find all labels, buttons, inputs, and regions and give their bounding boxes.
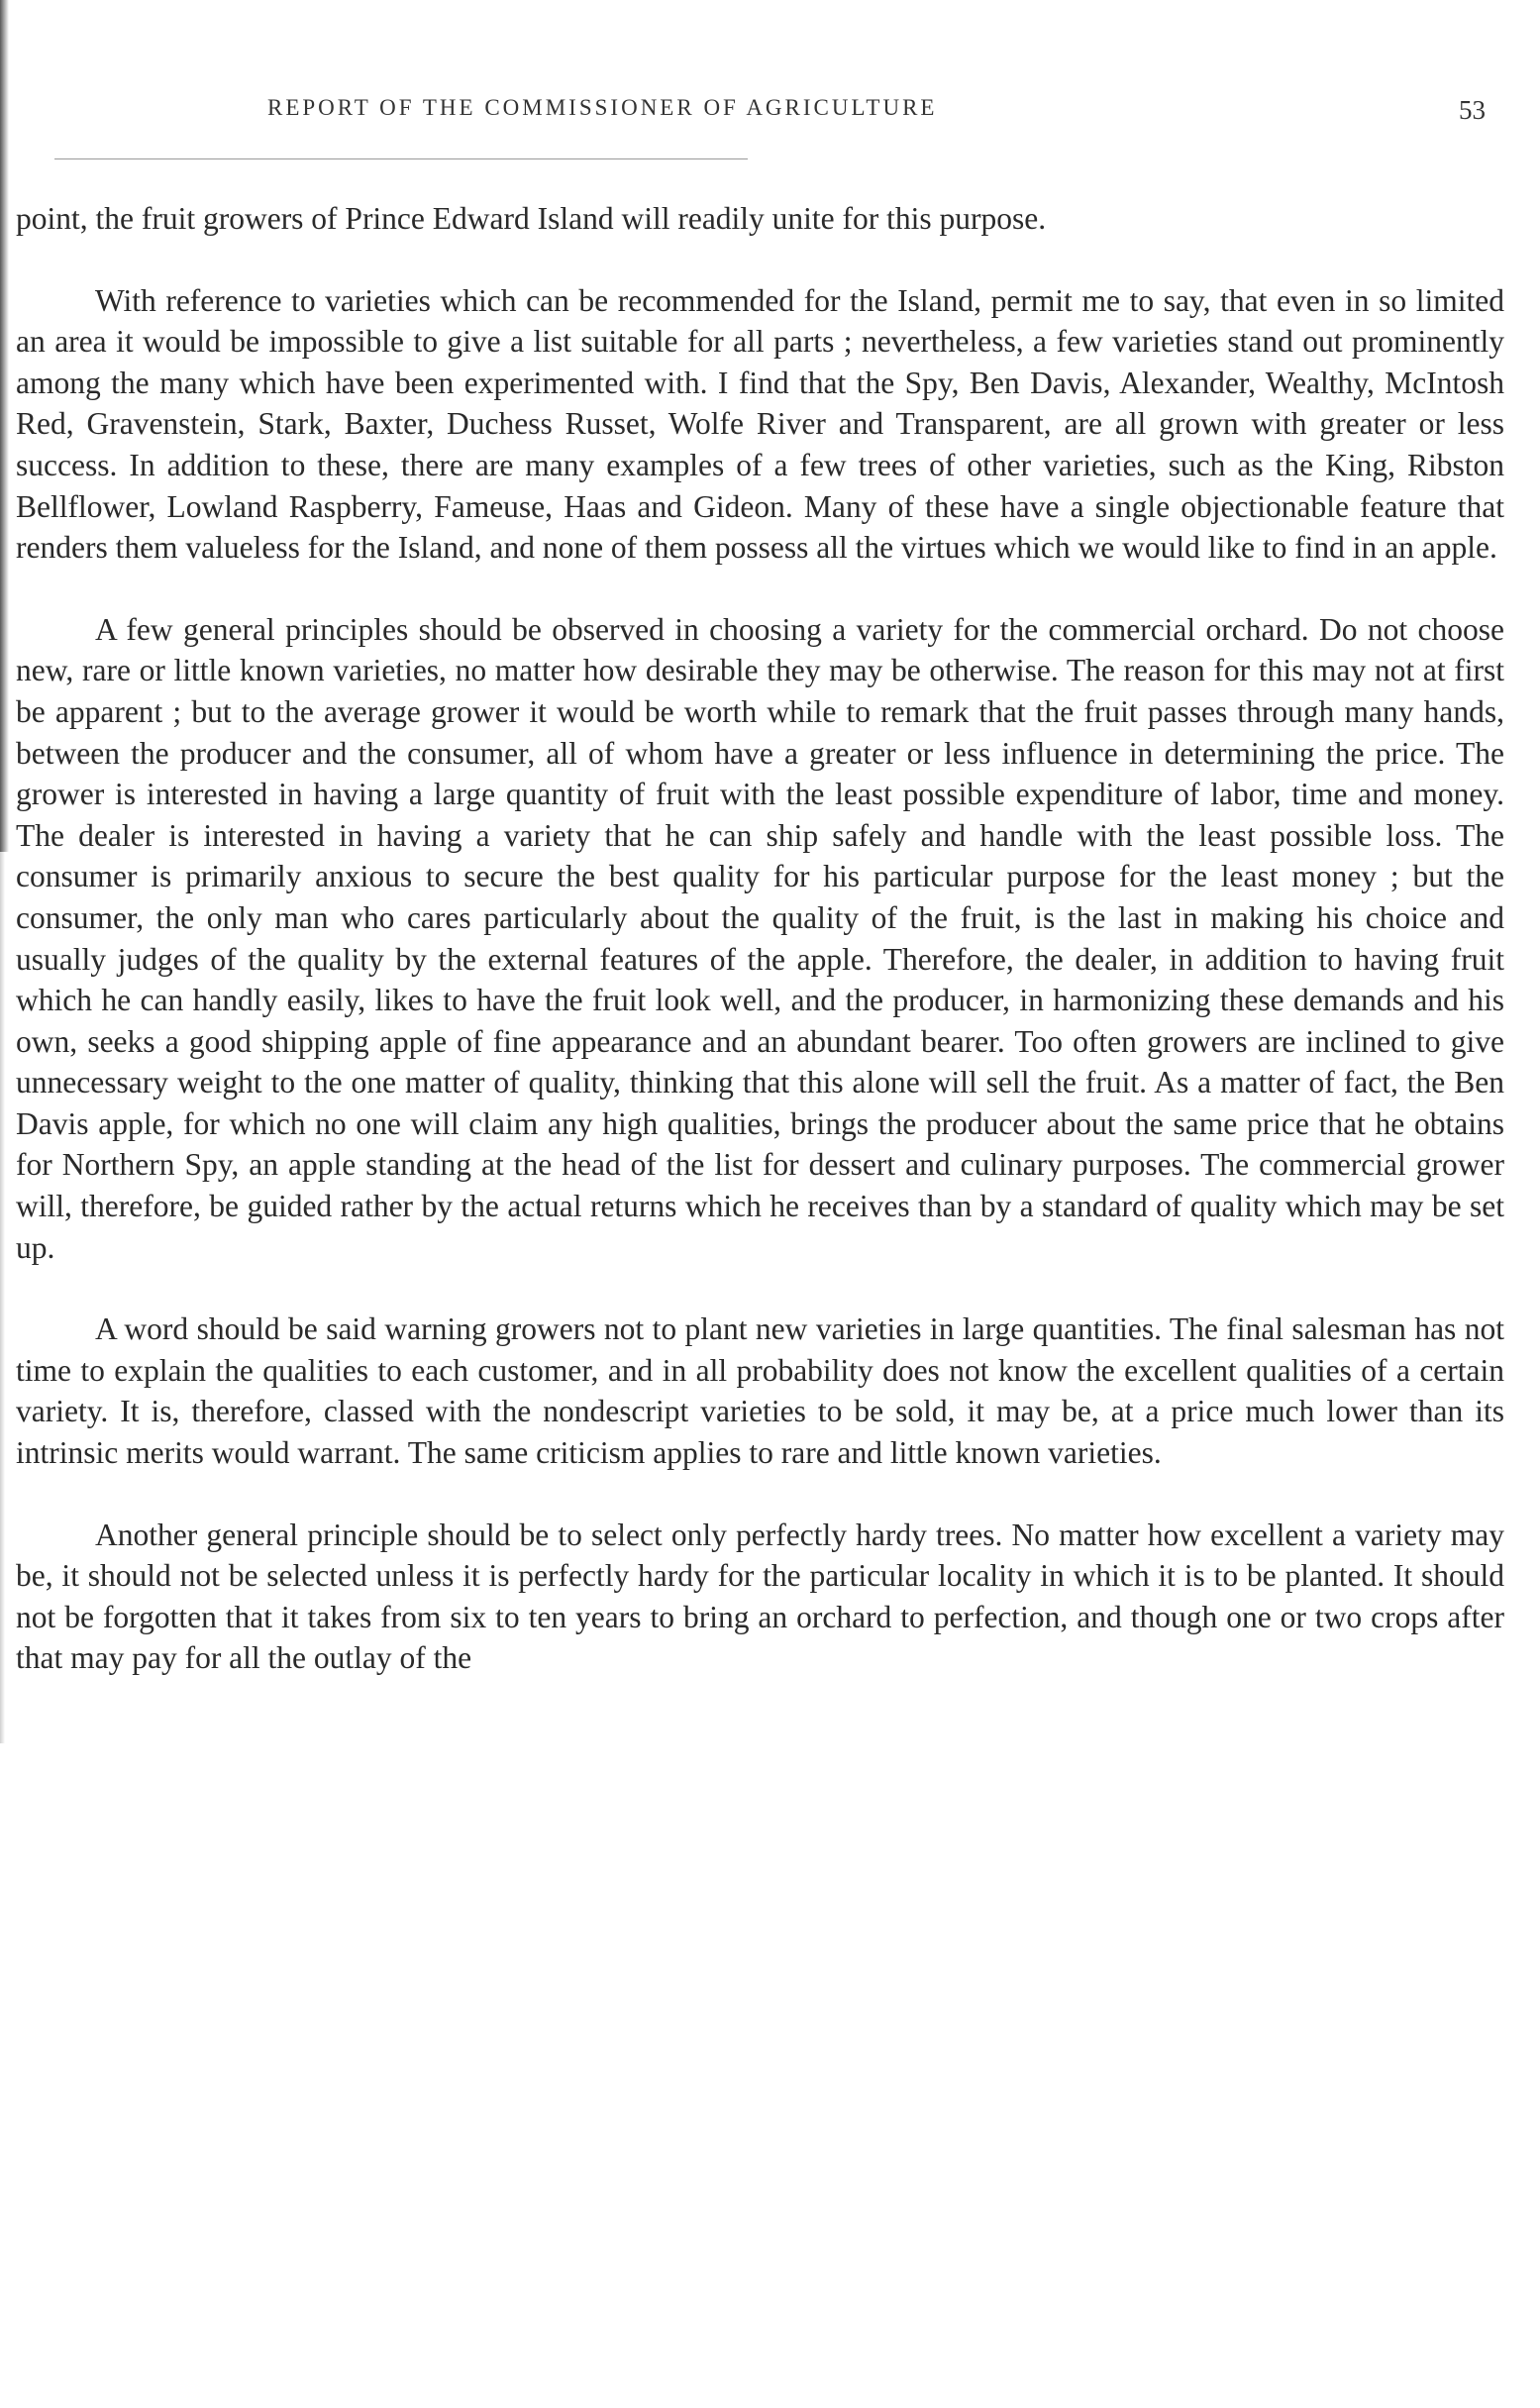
page-edge-shadow-lower — [0, 852, 5, 1743]
body-text — [16, 198, 1504, 1720]
page-header — [267, 95, 1486, 135]
paragraph-new-varieties-warning: A word should be said warning growers not to plant new varieties in large quantities. The final salesman has not time to explain the qualities to each customer, and in all probability does not know the excellent qualities of a certain variety. It is, therefore, classed with the nondescript varieties to be sold, it may be, at a price much lower than its intrinsic merits would warrant. The same criticism applies to rare and little known varieties. — [16, 1311, 1504, 1471]
header-rule — [54, 158, 748, 159]
paragraph-general-principles: A few general principles should be observed in choosing a variety for the commercial orchard. Do not choose new, rare or little known varieties, no matter how desirable they may be otherwise. The reason for this may not at first be apparent ; but to the average grower it would be worth while to remark that the fruit passes through many hands, between the producer and the consumer, all of whom have a greater or less influence in determining the price. The grower is interested in having a large quantity of fruit with the least possible expenditure of labor, time and money. The dealer is interested in having a variety that he can ship safely and handle with the least possible loss. The consumer is primarily anxious to secure the best quality for his particular purpose for the least money ; but the consumer, the only man who cares particularly about the quality of the fruit, is the last in making his choice and usually judges of the quality by the external features of the apple. Therefore, the dealer, in addition to having fruit which he can handly easily, likes to have the fruit look well, and the producer, in harmonizing these demands and his own, seeks a good shipping apple of fine appearance and an abundant bearer. Too often growers are inclined to give unnecessary weight to the one matter of quality, thinking that this alone will sell the fruit. As a matter of fact, the Ben Davis apple, for which no one will claim any high qualities, brings the producer about the same price that he obtains for Northern Spy, an apple standing at the head of the list for dessert and culinary purposes. The commercial grower will, therefore, be guided rather by the actual returns which he receives than by a standard of quality which may be set up. — [16, 611, 1504, 1265]
page-number: 53 — [1459, 95, 1486, 125]
page-edge-shadow — [0, 0, 9, 852]
paragraph-varieties: With reference to varieties which can be recommended for the Island, permit me to say, that even in so limited an area it would be impossible to give a list suitable for all parts ; nevertheless, a few varieties stand out prominently among the many which have been experimented with. I find that the Spy, Ben Davis, Alexander, Wealthy, McIntosh Red, Gravenstein, Stark, Baxter, Duchess Russet, Wolfe River and Transparent, are all grown with greater or less success. In addition to these, there are many examples of a few trees of other varieties, such as the King, Ribston Bellflower, Lowland Raspberry, Fameuse, Haas and Gideon. Many of these have a single objectionable feature that renders them valueless for the Island, and none of them possess all the virtues which we would like to find in an apple. — [16, 282, 1504, 566]
paragraph-hardy-trees: Another general principle should be to select only perfectly hardy trees. No matter how excellent a variety may be, it should not be selected unless it is perfectly hardy for the particular locality in which it is to be planted. It should not be forgotten that it takes from six to ten years to bring an orchard to perfection, and though one or two crops after that may pay for all the outlay of the — [16, 1517, 1504, 1676]
paragraph-continuation: point, the fruit growers of Prince Edward Island will readily unite for this purpose. — [16, 201, 1047, 236]
running-head: REPORT OF THE COMMISSIONER OF AGRICULTURE — [267, 95, 938, 120]
